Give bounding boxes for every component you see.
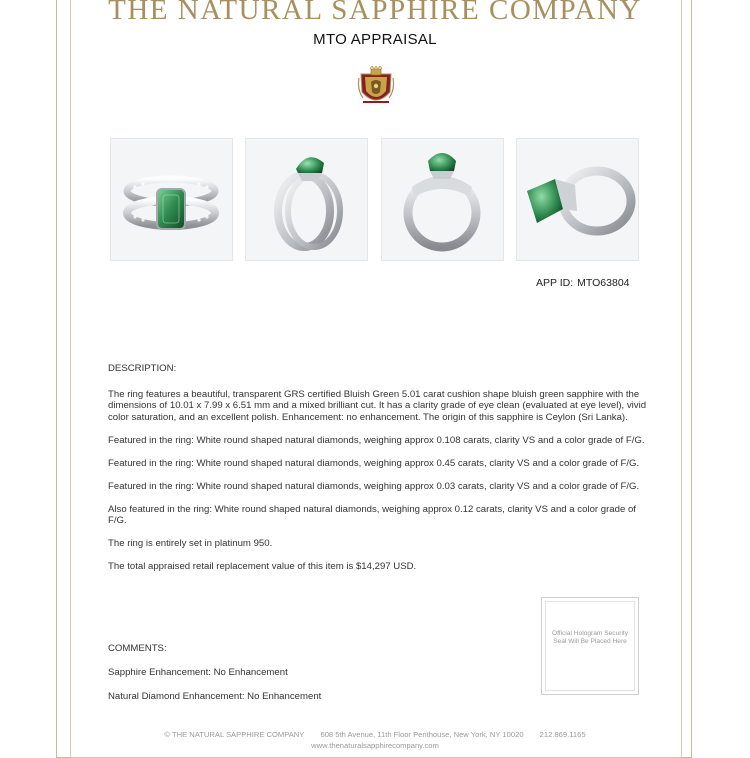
footer-phone: 212.869.1165 xyxy=(539,730,586,739)
sapphire-enhancement: Sapphire Enhancement: No Enhancement xyxy=(108,667,288,678)
description-paragraph: Featured in the ring: White round shaped natural diamonds, weighing approx 0.108 carats, clarity VS and a color grade of F/G. xyxy=(108,434,645,446)
ring-photo-back[interactable] xyxy=(381,138,504,261)
description-paragraph: Also featured in the ring: White round shaped natural diamonds, weighing approx 0.12 carats, clarity VS and a color grade of F/G. xyxy=(108,503,636,526)
comments-section xyxy=(108,643,508,715)
description-paragraph: The ring features a beautiful, transparent GRS certified Bluish Green 5.01 carat cushion shape bluish green sapphire with the dimensions of 10.01 x 7.99 x 6.51 mm and a mixed brilliant cut. It has a clarity grade of eye clean (evaluated at eye level), vivid color saturation, and an excellent polish. Enhancement: no enhancement. The origin of this sapphire is Ceylon (Sri Lanka). xyxy=(108,388,647,423)
ring-photo-side[interactable] xyxy=(245,138,368,261)
footer-copyright: © THE NATURAL SAPPHIRE COMPANY xyxy=(164,730,305,739)
ring-photo-angle[interactable] xyxy=(516,138,639,261)
description-section xyxy=(108,363,648,584)
footer-website-link[interactable]: www.thenaturalsapphirecompany.com xyxy=(311,741,439,750)
appraisal-id xyxy=(536,277,634,289)
description-heading: DESCRIPTION: xyxy=(108,363,177,374)
seal-text: Official Hologram Security Seal Will Be Placed Here xyxy=(551,630,629,646)
description-paragraph: Featured in the ring: White round shaped natural diamonds, weighing approx 0.45 carats, clarity VS and a color grade of F/G. xyxy=(108,457,640,469)
description-paragraph: The ring is entirely set in platinum 950. xyxy=(108,538,273,549)
ring-photo-front[interactable] xyxy=(110,138,233,261)
document-title: MTO APPRAISAL xyxy=(313,31,437,48)
footer-address: 608 5th Avenue, 11th Floor Penthouse, New York, NY 10020 xyxy=(320,730,524,739)
company-name: THE NATURAL SAPPHIRE COMPANY xyxy=(108,0,642,26)
appraisal-id-value: MTO63804 xyxy=(577,277,630,289)
crest-logo-icon xyxy=(357,66,395,110)
appraisal-id-label: APP ID: xyxy=(536,277,574,289)
diamond-enhancement: Natural Diamond Enhancement: No Enhancement xyxy=(108,691,322,702)
footer-contact xyxy=(0,730,750,739)
appraised-value: The total appraised retail replacement value of this item is $14,297 USD. xyxy=(108,561,417,572)
comments-heading: COMMENTS: xyxy=(108,643,167,654)
description-paragraph: Featured in the ring: White round shaped natural diamonds, weighing approx 0.03 carats, clarity VS and a color grade of F/G. xyxy=(108,480,640,492)
hologram-seal-placeholder xyxy=(541,597,639,695)
